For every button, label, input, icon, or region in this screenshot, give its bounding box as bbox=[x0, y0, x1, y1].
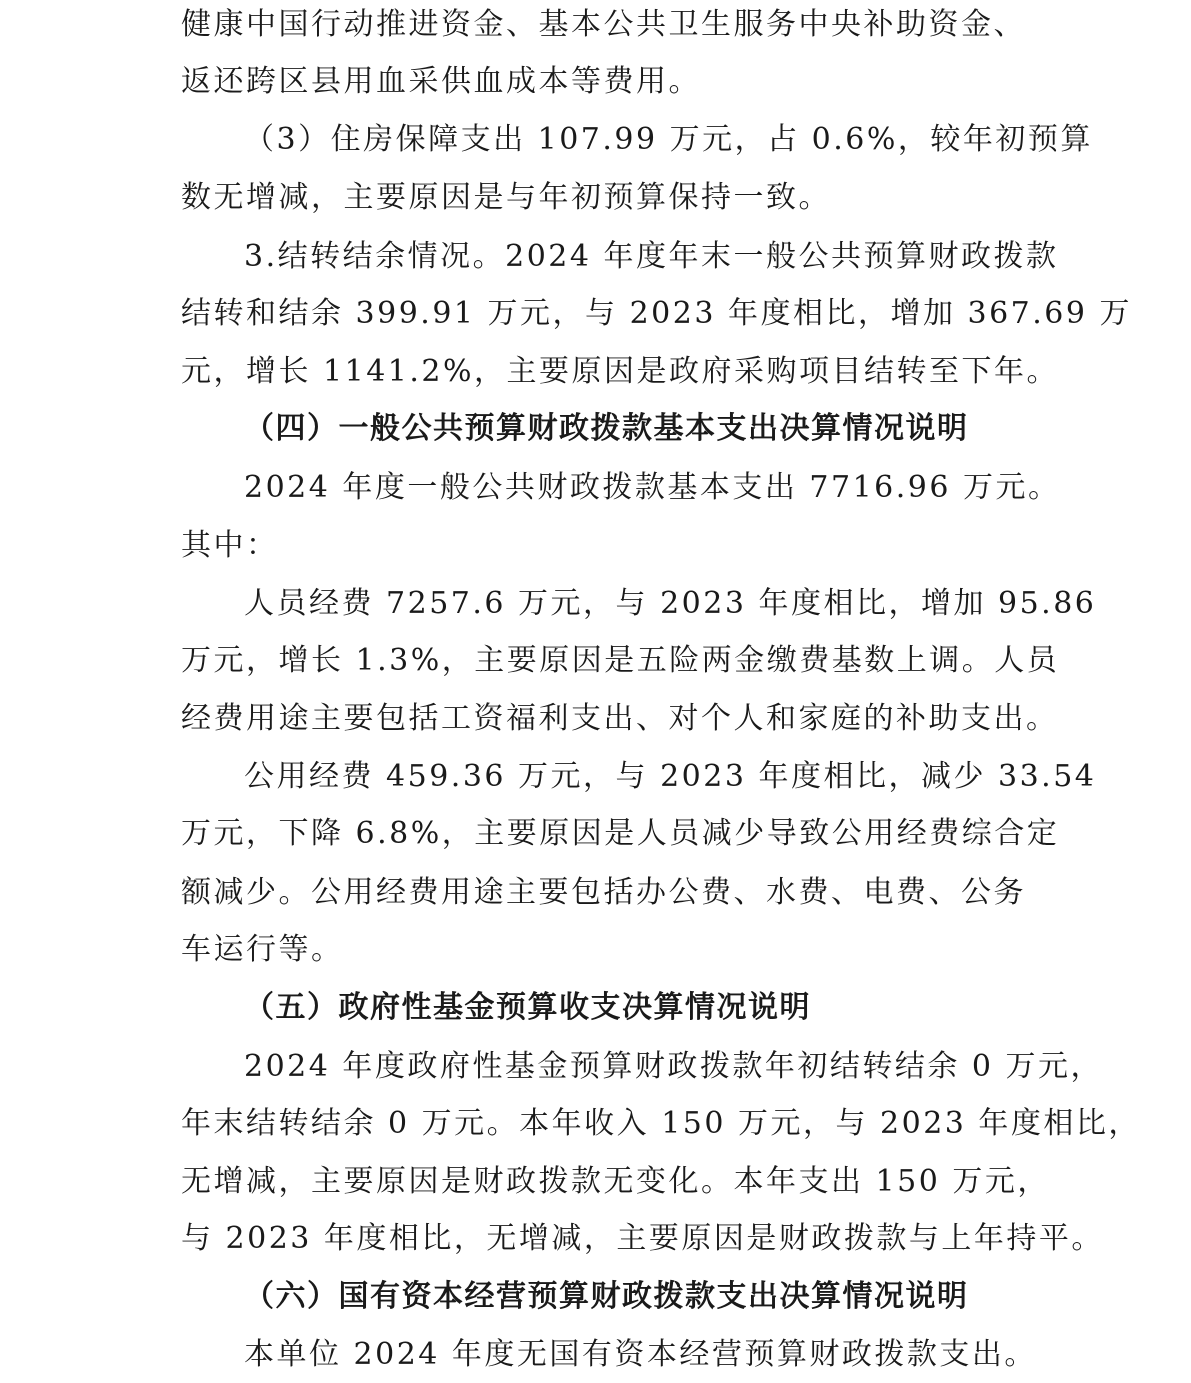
paragraph-line: 健康中国行动推进资金、基本公共卫生服务中央补助资金、 bbox=[181, 7, 1026, 42]
section-heading: （六）国有资本经营预算财政拨款支出决算情况说明 bbox=[244, 1279, 969, 1314]
paragraph-line: 2024 年度一般公共财政拨款基本支出 7716.96 万元。 bbox=[244, 470, 1061, 505]
section-heading: （四）一般公共预算财政拨款基本支出决算情况说明 bbox=[244, 411, 969, 446]
paragraph-line: （3）住房保障支出 107.99 万元，占 0.6%，较年初预算 bbox=[244, 122, 1093, 157]
paragraph-line: 万元，下降 6.8%，主要原因是人员减少导致公用经费综合定 bbox=[181, 816, 1060, 851]
paragraph-line: 经费用途主要包括工资福利支出、对个人和家庭的补助支出。 bbox=[181, 701, 1059, 736]
paragraph-line: 人员经费 7257.6 万元，与 2023 年度相比，增加 95.86 bbox=[244, 586, 1097, 621]
paragraph-line: 年末结转结余 0 万元。本年收入 150 万元，与 2023 年度相比， bbox=[181, 1106, 1141, 1141]
paragraph-line: 与 2023 年度相比，无增减，主要原因是财政拨款与上年持平。 bbox=[181, 1221, 1104, 1256]
paragraph-line: 车运行等。 bbox=[181, 932, 344, 967]
paragraph-line: 其中： bbox=[181, 528, 279, 563]
paragraph-line: 返还跨区县用血采供血成本等费用。 bbox=[181, 64, 701, 99]
paragraph-line: 结转和结余 399.91 万元，与 2023 年度相比，增加 367.69 万 bbox=[181, 296, 1133, 331]
paragraph-line: 2024 年度政府性基金预算财政拨款年初结转结余 0 万元， bbox=[244, 1049, 1104, 1084]
paragraph-line: 元，增长 1141.2%，主要原因是政府采购项目结转至下年。 bbox=[181, 354, 1060, 389]
paragraph-line: 数无增减，主要原因是与年初预算保持一致。 bbox=[181, 180, 831, 215]
paragraph-line: 3.结转结余情况。2024 年度年末一般公共预算财政拨款 bbox=[244, 239, 1059, 274]
section-heading: （五）政府性基金预算收支决算情况说明 bbox=[244, 990, 811, 1025]
paragraph-line: 公用经费 459.36 万元，与 2023 年度相比，减少 33.54 bbox=[244, 759, 1097, 794]
paragraph-line: 本单位 2024 年度无国有资本经营预算财政拨款支出。 bbox=[244, 1337, 1037, 1372]
paragraph-line: 额减少。公用经费用途主要包括办公费、水费、电费、公务 bbox=[181, 875, 1026, 910]
paragraph-line: 万元，增长 1.3%，主要原因是五险两金缴费基数上调。人员 bbox=[181, 643, 1060, 678]
paragraph-line: 无增减，主要原因是财政拨款无变化。本年支出 150 万元， bbox=[181, 1164, 1050, 1199]
